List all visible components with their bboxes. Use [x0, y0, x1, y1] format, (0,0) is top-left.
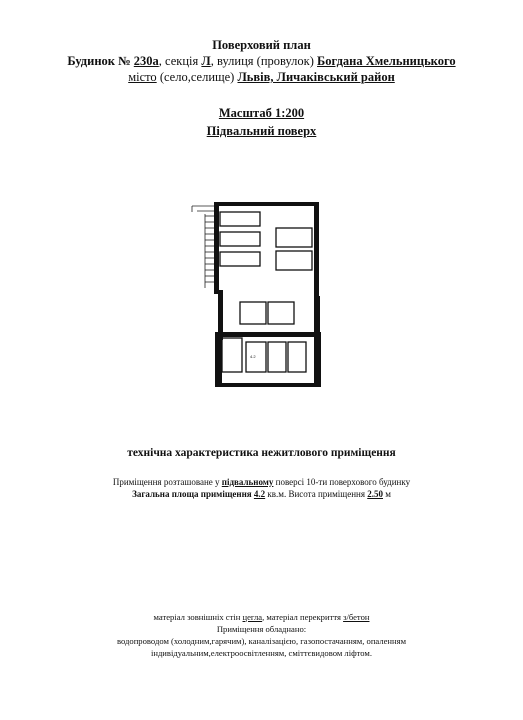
- city-label: місто: [128, 70, 157, 84]
- height-unit: м: [382, 489, 391, 499]
- utilities-line-2: індивідуальним,електроосвітленням, сміттєвидовом ліфтом.: [150, 648, 373, 658]
- street-label: , вулиця (провулок): [210, 54, 314, 68]
- area-value: 4.2: [253, 489, 266, 499]
- utilities-line-1: водопроводом (холодним,гарячим), каналізацією, газопостачанням, опаленням: [116, 636, 407, 646]
- city-type: (село,селище): [156, 70, 238, 84]
- staircase: [192, 206, 214, 288]
- location-text-1: Приміщення розташоване у: [112, 477, 222, 487]
- floor-material: з/бетон: [343, 612, 370, 622]
- area-line: [0, 489, 523, 499]
- section-label: , секція: [158, 54, 199, 68]
- area-label: Загальна площа приміщення: [132, 489, 254, 499]
- height-value: 2.50: [367, 489, 383, 499]
- plan-title: Поверховий план: [212, 38, 311, 52]
- location-text-2: поверсі 10-ти поверхового будинку: [273, 477, 411, 487]
- location-line: [0, 477, 523, 487]
- section-value: Л: [201, 54, 211, 68]
- location-floor: підвальному: [221, 477, 274, 487]
- materials-line: [0, 612, 523, 622]
- wall-material: цегла: [242, 612, 263, 622]
- floor-label: Підвальний поверх: [206, 124, 317, 138]
- building-number: 230а: [133, 54, 159, 68]
- height-label: кв.м. Висота приміщення: [265, 489, 368, 499]
- floor-material-label: , матеріал перекриття: [262, 612, 344, 622]
- room-area-label: 4.2: [250, 354, 256, 359]
- tech-heading: технічна характеристика нежитлового приміщення: [127, 447, 396, 459]
- wall-material-label: матеріал зовнішніх стін: [153, 612, 243, 622]
- scale-label: Масштаб 1:200: [218, 106, 305, 120]
- street-name: Богдана Хмельницького: [317, 54, 456, 68]
- storage-cells: [220, 212, 312, 372]
- city-name: Львів, Личаківський район: [237, 70, 395, 84]
- equipment-label: Приміщення обладнано:: [216, 624, 307, 634]
- building-label: Будинок №: [67, 54, 131, 68]
